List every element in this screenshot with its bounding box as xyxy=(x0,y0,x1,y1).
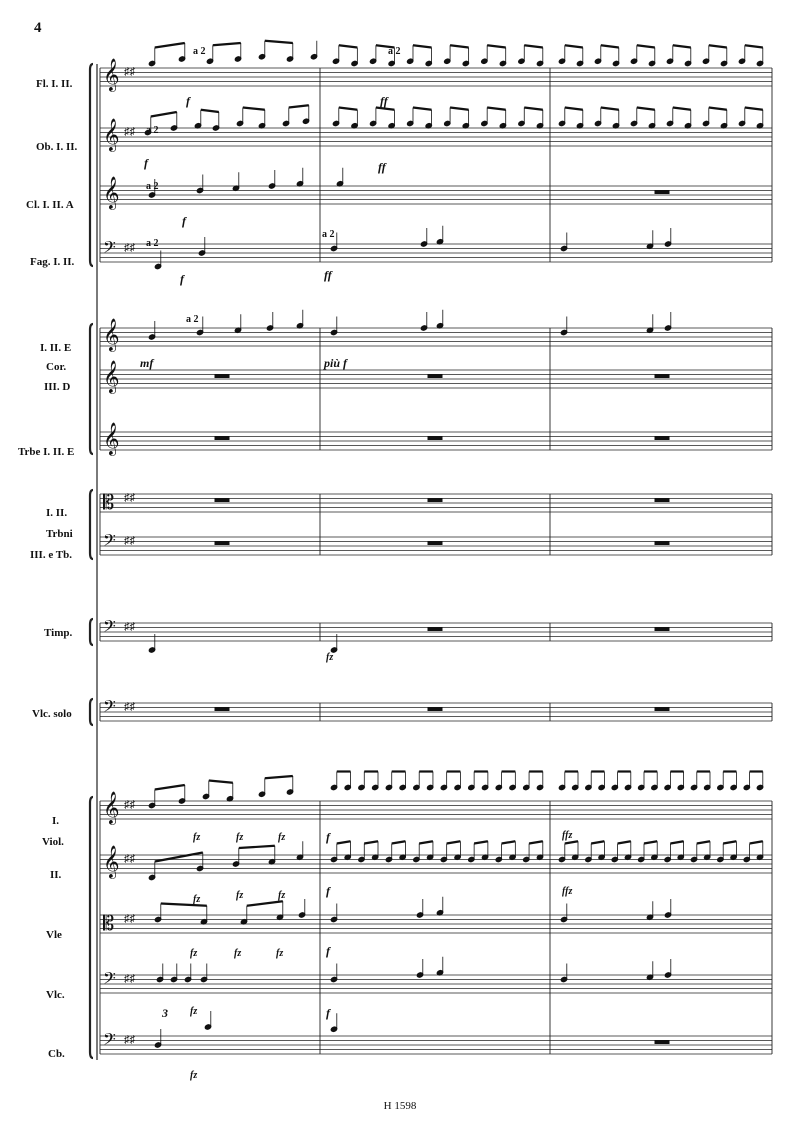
clef-f-staff-15: 𝄢 xyxy=(103,1029,116,1053)
label-trumpets: Trbe I. II. E xyxy=(18,446,75,458)
dynamic-ff-bassoons: ff xyxy=(324,268,332,282)
label-trombones-name: Trbni xyxy=(46,528,73,540)
clef-g-staff-6: 𝄞 xyxy=(103,422,120,455)
dynamic-f-bassoons: f xyxy=(180,272,184,286)
dynamic-f-cellos: f xyxy=(326,1006,330,1020)
label-cello-solo: Vlc. solo xyxy=(32,708,72,720)
clef-c-staff-13: 𝄡 xyxy=(103,911,115,935)
label-horns-name: Cor. xyxy=(46,361,67,373)
svg-text:♯♯: ♯♯ xyxy=(124,621,135,633)
label-violins-1: I. xyxy=(52,815,60,827)
dynamic-f-flutes: f xyxy=(186,94,190,108)
clef-g-staff-2: 𝄞 xyxy=(103,176,120,209)
label-basses: Cb. xyxy=(48,1048,65,1060)
dynamic-fz-violas-c: fz xyxy=(276,948,284,959)
svg-text:♯♯: ♯♯ xyxy=(124,242,135,254)
svg-text:♯♯: ♯♯ xyxy=(124,973,135,985)
dynamic-piu-f-horns: più f xyxy=(324,356,348,370)
label-violas: Vle xyxy=(46,929,62,941)
dynamic-ffz-violins-1: ffz xyxy=(562,830,573,841)
a2-marking-oboes: a 2 xyxy=(146,125,159,136)
dynamic-f-oboes: f xyxy=(144,156,148,170)
svg-text:♯♯: ♯♯ xyxy=(124,126,135,138)
label-oboes: Ob. I. II. xyxy=(36,141,78,153)
dynamic-fz-timpani: fz xyxy=(326,652,334,663)
dynamic-fz-basses: fz xyxy=(190,1070,198,1081)
page-number: 4 xyxy=(34,20,42,36)
dynamic-ffz-violins-2: ffz xyxy=(562,886,573,897)
svg-text:♯♯: ♯♯ xyxy=(124,913,135,925)
clef-g-staff-12: 𝄞 xyxy=(103,845,120,878)
clef-g-staff-4: 𝄞 xyxy=(103,318,120,351)
clef-f-staff-3: 𝄢 xyxy=(103,237,116,261)
clef-f-staff-14: 𝄢 xyxy=(103,968,116,992)
clef-f-staff-10: 𝄢 xyxy=(103,696,116,720)
a2-marking-clarinets: a 2 xyxy=(146,181,159,192)
label-flutes: Fl. I. II. xyxy=(36,78,73,90)
label-violins-2: II. xyxy=(50,869,62,881)
dynamic-fz-violins-2a: fz xyxy=(193,894,201,905)
plate-number: H 1598 xyxy=(383,1100,417,1112)
dynamic-fz-violins-2b: fz xyxy=(236,890,244,901)
clef-g-staff-0: 𝄞 xyxy=(103,58,120,91)
label-violins-name: Viol. xyxy=(42,836,64,848)
clef-g-staff-1: 𝄞 xyxy=(103,118,120,151)
svg-text:♯♯: ♯♯ xyxy=(124,66,135,78)
a2-marking-flutes: a 2 xyxy=(193,46,206,57)
label-timpani: Timp. xyxy=(44,627,73,639)
dynamic-f-clarinets: f xyxy=(182,214,186,228)
dynamic-f-violins-1: f xyxy=(326,830,330,844)
triplet-cellos: 3 xyxy=(162,1006,168,1020)
dynamic-fz-violas-b: fz xyxy=(234,948,242,959)
a2-marking-horns: a 2 xyxy=(186,314,199,325)
dynamic-fz-violas-a: fz xyxy=(190,948,198,959)
svg-text:♯♯: ♯♯ xyxy=(124,853,135,865)
dynamic-fz-violins-2c: fz xyxy=(278,890,286,901)
clef-f-staff-8: 𝄢 xyxy=(103,530,116,554)
label-trombones-upper: I. II. xyxy=(46,507,68,519)
svg-text:♯♯: ♯♯ xyxy=(124,535,135,547)
label-bassoons: Fag. I. II. xyxy=(30,256,75,268)
svg-text:♯♯: ♯♯ xyxy=(124,1034,135,1046)
dynamic-fz-violins-1c: fz xyxy=(278,832,286,843)
label-cellos: Vlc. xyxy=(46,989,65,1001)
a2-marking-flutes-m2: a 2 xyxy=(388,46,401,57)
a2-marking-bassoons: a 2 xyxy=(146,238,159,249)
svg-text:♯♯: ♯♯ xyxy=(124,701,135,713)
clef-c-staff-7: 𝄡 xyxy=(103,490,115,514)
svg-text:♯♯: ♯♯ xyxy=(124,799,135,811)
dynamic-ff-flutes: ff xyxy=(380,94,388,108)
dynamic-fz-cellos: fz xyxy=(190,1006,198,1017)
clef-g-staff-5: 𝄞 xyxy=(103,360,120,393)
dynamic-ff-oboes: ff xyxy=(378,160,386,174)
dynamic-mf-horns: mf xyxy=(140,356,154,370)
a2-marking-bassoons-m2: a 2 xyxy=(322,229,335,240)
svg-text:♯♯: ♯♯ xyxy=(124,492,135,504)
label-horns-lower: III. D xyxy=(44,381,71,393)
label-horns-upper: I. II. E xyxy=(40,342,72,354)
dynamic-fz-violins-1b: fz xyxy=(236,832,244,843)
label-clarinets: Cl. I. II. A xyxy=(26,199,74,211)
dynamic-f-violas: f xyxy=(326,944,330,958)
clef-g-staff-11: 𝄞 xyxy=(103,791,120,824)
dynamic-fz-violins-1a: fz xyxy=(193,832,201,843)
clef-f-staff-9: 𝄢 xyxy=(103,616,116,640)
dynamic-f-violins-2: f xyxy=(326,884,330,898)
label-trombones-lower: III. e Tb. xyxy=(30,549,72,561)
